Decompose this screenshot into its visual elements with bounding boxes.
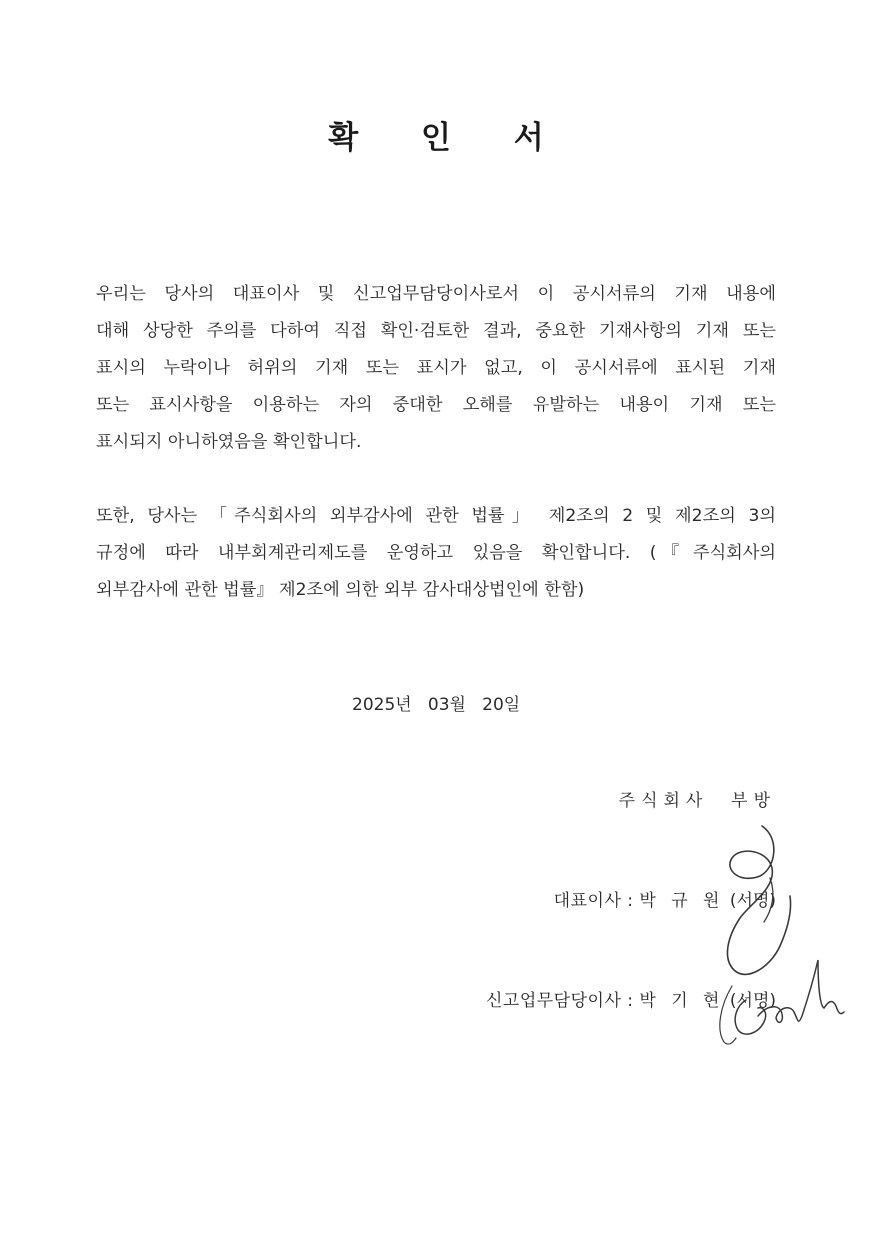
cfo-signature-line xyxy=(486,986,776,1011)
paragraph-line: 표시되지 아니하였음을 확인합니다. xyxy=(96,432,362,452)
paragraph-line: 대해 상당한 주의를 다하여 직접 확인·검토한 결과, 중요한 기재사항의 기재 또는 xyxy=(96,321,776,341)
paragraph-line: 표시의 누락이나 허위의 기재 또는 표시가 없고, 이 공시서류에 표시된 기재 xyxy=(96,358,776,378)
document-title: 확 인 서 xyxy=(328,120,570,156)
document-date: 2025년 03월 20일 xyxy=(352,695,521,715)
cfo-sign-label: (서명) xyxy=(724,991,776,1011)
ceo-role: 대표이사 : xyxy=(553,891,640,911)
cfo-name: 박 기 현 xyxy=(639,991,725,1011)
paragraph-line: 또한, 당사는 「주식회사의 외부감사에 관한 법률」 제2조의 2 및 제2조의 3의 xyxy=(96,506,776,526)
ceo-sign-label: (서명) xyxy=(724,891,776,911)
cfo-role: 신고업무담당이사 : xyxy=(485,991,640,1011)
internal-control-paragraph xyxy=(96,498,776,609)
confirmation-paragraph xyxy=(96,276,776,461)
company-name: 주식회사 부방 xyxy=(618,791,776,811)
paragraph-line: 외부감사에 관한 법률』 제2조에 의한 외부 감사대상법인에 한함) xyxy=(96,580,585,600)
paragraph-line: 또는 표시사항을 이용하는 자의 중대한 오해를 유발하는 내용이 기재 또는 xyxy=(96,395,776,415)
paragraph-line: 규정에 따라 내부회계관리제도를 운영하고 있음을 확인합니다. (『주식회사의 xyxy=(96,543,776,563)
ceo-name: 박 규 원 xyxy=(639,891,725,911)
paragraph-line: 우리는 당사의 대표이사 및 신고업무담당이사로서 이 공시서류의 기재 내용에 xyxy=(96,284,776,304)
ceo-signature-line xyxy=(554,886,776,911)
